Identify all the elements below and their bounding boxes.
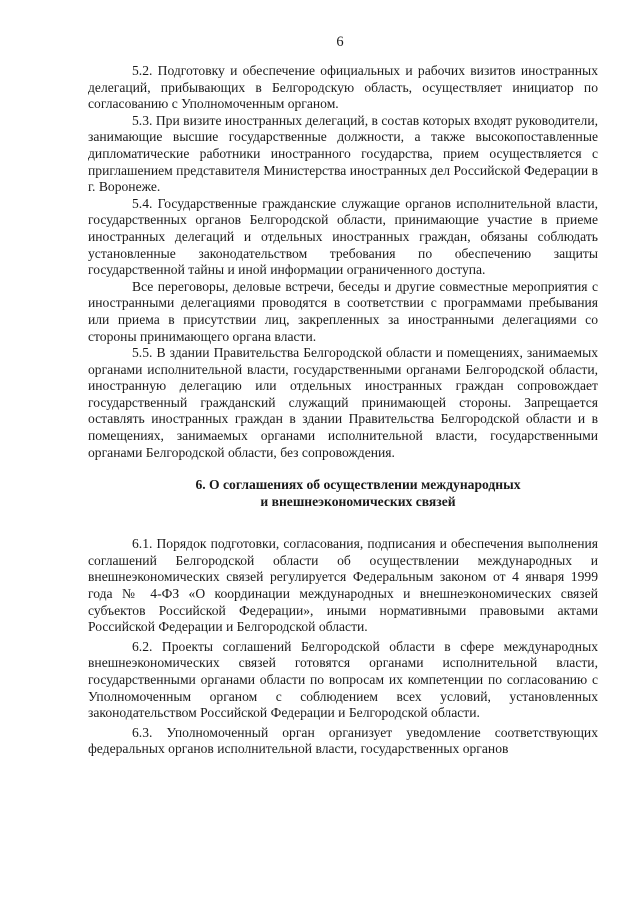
paragraph-5-3: 5.3. При визите иностранных делегаций, в состав которых входят руководители, занимающие высшие государственные должности, а также высокопоставленные дипломатические работники иностранного государства, прием осуществляется с приглашением представителя Министерства иностранных дел Российской Федерации в г. Воронеже. (88, 112, 598, 195)
section-heading-line-1: 6. О соглашениях об осуществлении международных (195, 477, 521, 493)
paragraph-5-4-continued: Все переговоры, деловые встречи, беседы и другие совместные мероприятия с иностранными делегациями проводятся в соответствии с программами пребывания или приема в присутствии лиц, закрепленных за иностранными делегациями со стороны принимающего органа власти. (88, 278, 598, 344)
document-body (88, 63, 598, 758)
paragraph-5-4: 5.4. Государственные гражданские служащие органов исполнительной власти, государственных органов Белгородской области, принимающие участие в приеме иностранных делегаций и отдельных иностранных граждан, обязаны соблюдать установленные законодательством требования по обеспечению защиты государственной тайны и иной информации ограниченного доступа. (88, 195, 598, 278)
paragraph-5-5: 5.5. В здании Правительства Белгородской области и помещениях, занимаемых органами исполнительной власти, государственными органами Белгородской области, иностранную делегацию или отдельных иностранных граждан сопровождает государственный гражданский служащий принимающей стороны. Запрещается оставлять иностранных граждан в здании Правительства Белгородской области и в помещениях, занимаемых органами исполнительной власти, государственными органами Белгородской области, без сопровождения. (88, 345, 598, 460)
paragraph-6-3: 6.3. Уполномоченный орган организует уведомление соответствующих федеральных органов исполнительной власти, государственных органов (88, 724, 598, 757)
paragraph-5-2: 5.2. Подготовку и обеспечение официальных и рабочих визитов иностранных делегаций, прибывающих в Белгородскую область, осуществляет инициатор по согласованию с Уполномоченным органом. (88, 63, 598, 112)
paragraph-6-1: 6.1. Порядок подготовки, согласования, подписания и обеспечения выполнения соглашений Белгородской области об осуществлении международных и внешнеэкономических связей регулируется Федеральным законом от 4 января 1999 года № 4-ФЗ «О координации международных и внешнеэкономических связей субъектов Российской Федерации», иными нормативными правовыми актами Российской Федерации и Белгородской области. (88, 536, 598, 635)
page-number: 6 (336, 34, 344, 50)
paragraph-6-2: 6.2. Проекты соглашений Белгородской области в сфере международных внешнеэкономических связей готовятся органами исполнительной власти, государственными органами области по вопросам их компетенции по согласованию с Уполномоченным органом с соблюдением всех условий, установленных законодательством Российской Федерации и Белгородской области. (88, 638, 598, 721)
section-heading-line-2: и внешнеэкономических связей (260, 494, 456, 510)
section-heading (88, 476, 598, 510)
